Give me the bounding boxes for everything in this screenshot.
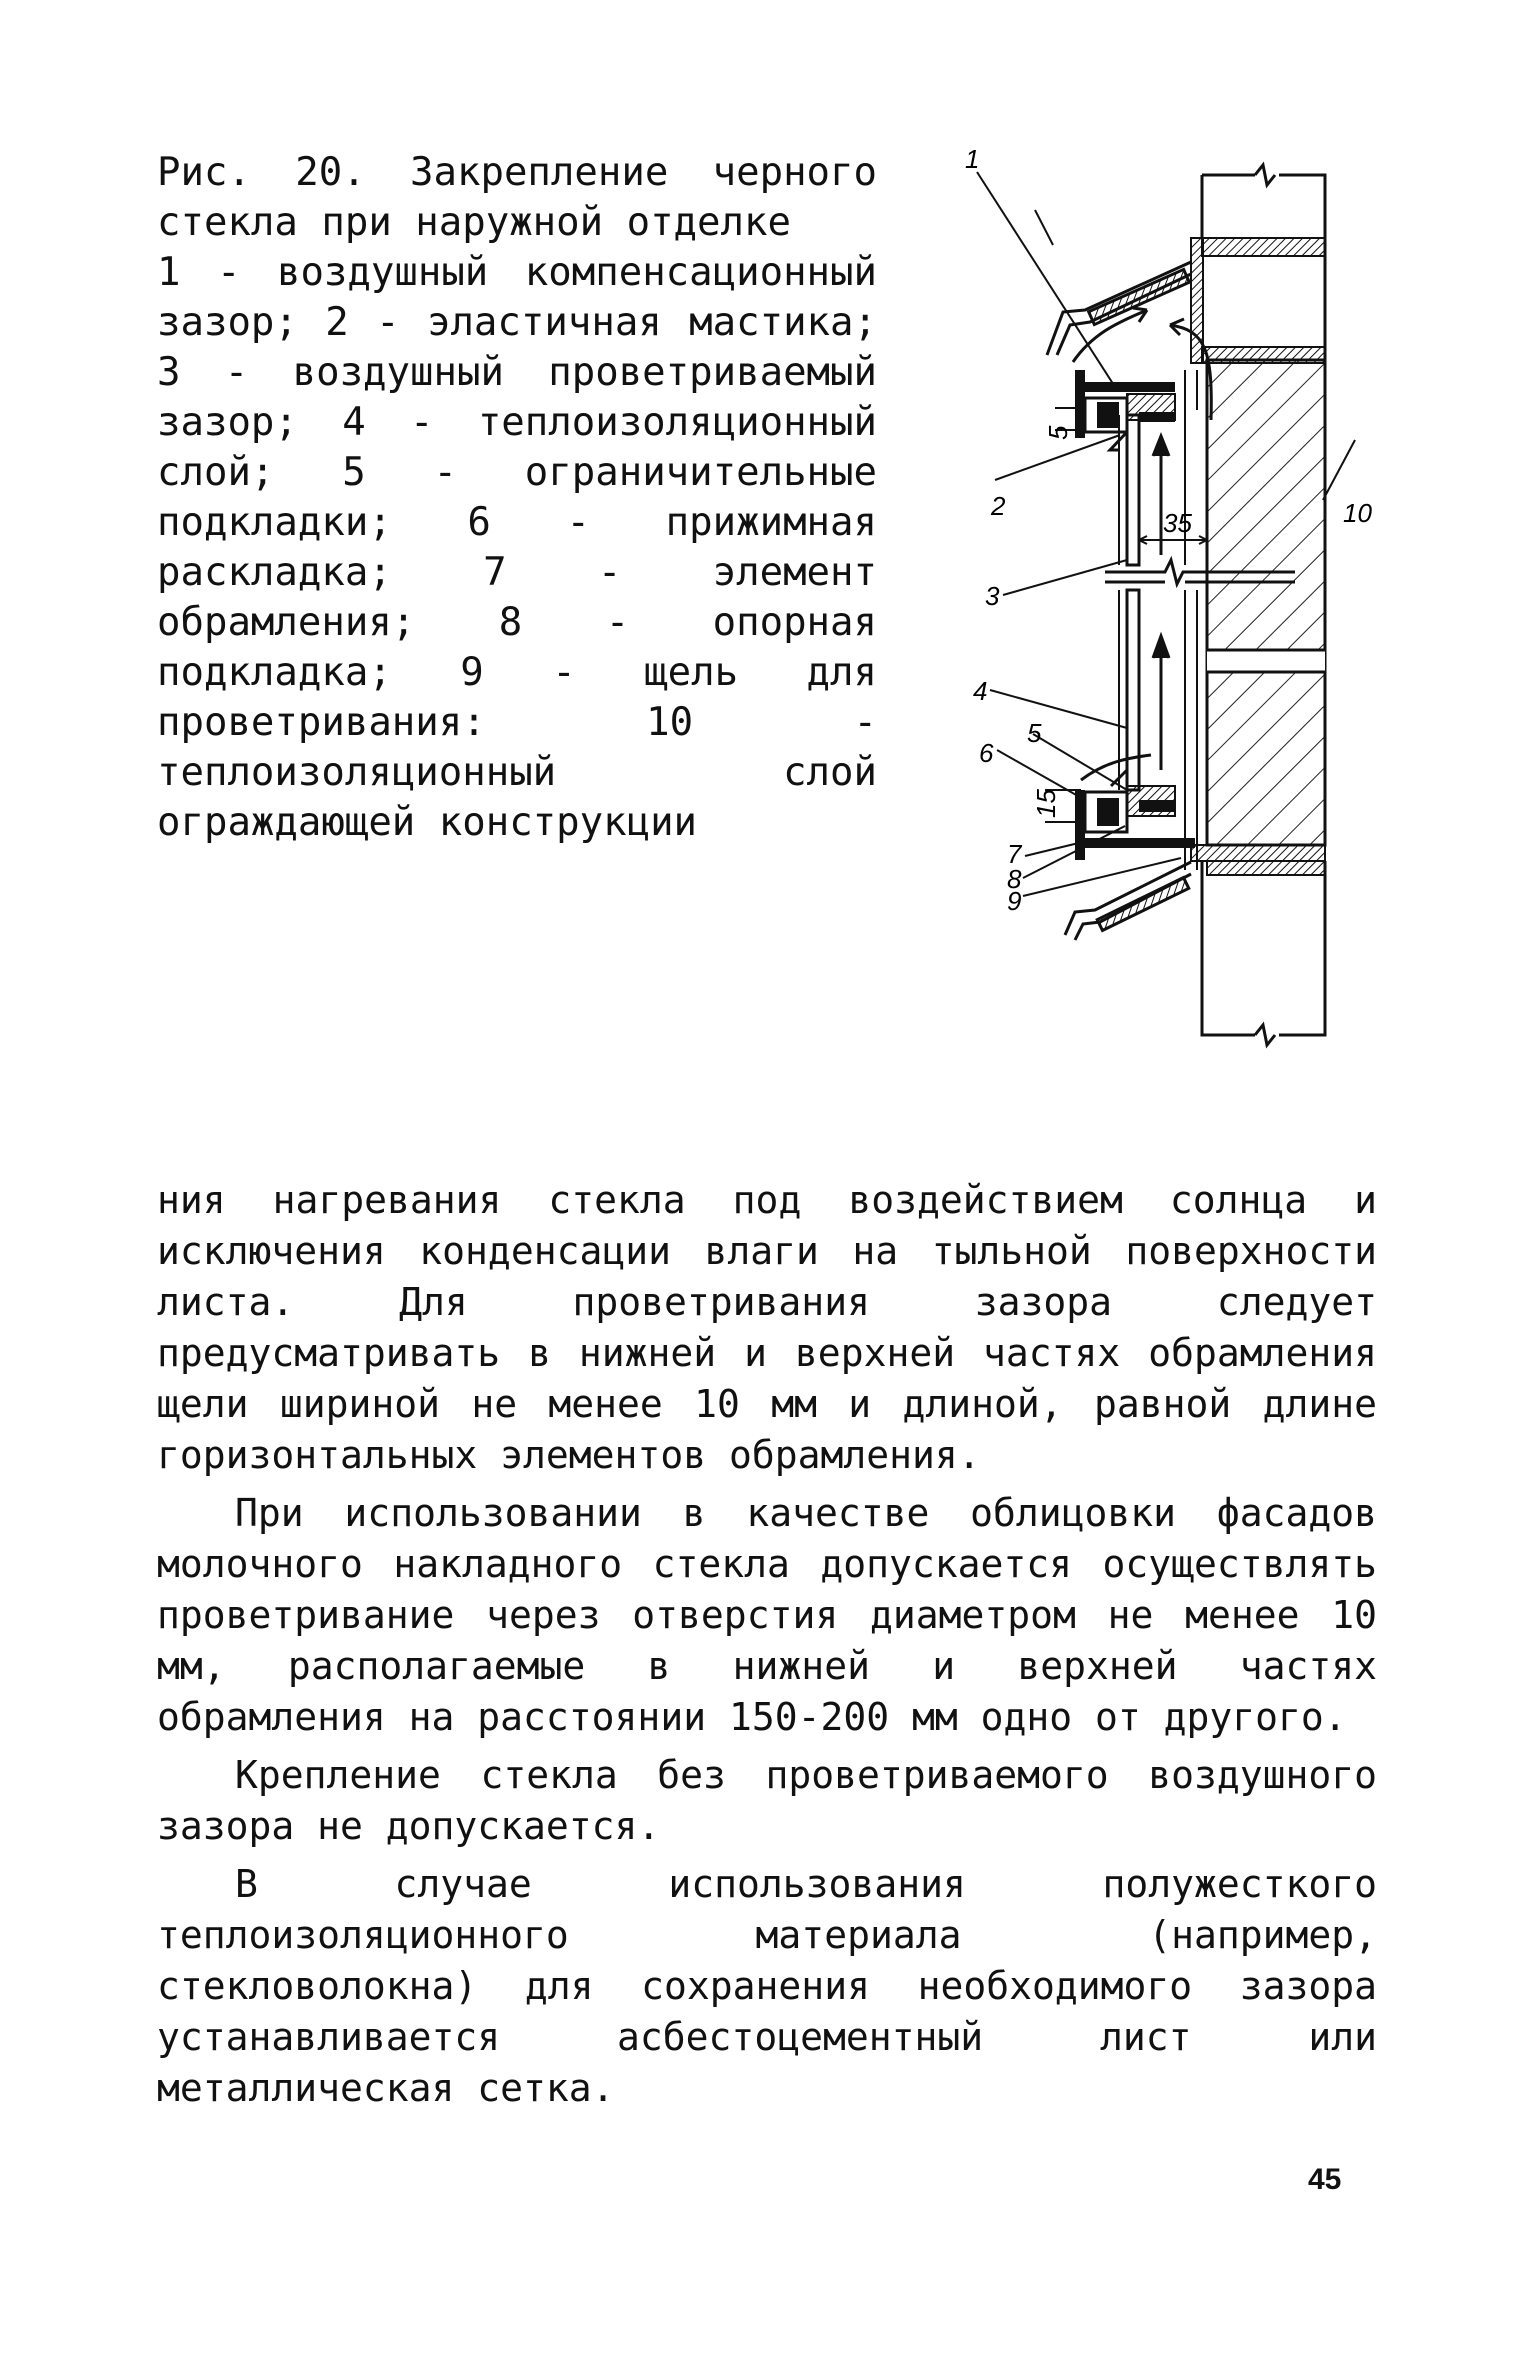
caption-title: Рис. 20. Закрепление черного стекла при наружной отделке <box>157 150 877 245</box>
callout-9: 9 <box>1007 886 1022 916</box>
figure-caption <box>157 148 877 848</box>
callout-5: 5 <box>1027 718 1042 748</box>
callout-8: 8 <box>1007 864 1022 894</box>
callout-6: 6 <box>979 738 994 768</box>
paragraph-3: Крепление стекла без проветриваемого воздушного зазора не допускается. <box>157 1753 1377 1848</box>
callout-2: 2 <box>991 491 1006 521</box>
callout-10: 10 <box>1343 498 1372 528</box>
callout-7: 7 <box>1007 839 1022 869</box>
dimension-15-label: 15 <box>1031 789 1061 818</box>
callout-4: 4 <box>973 676 988 706</box>
figure-diagram <box>915 150 1475 1140</box>
callout-1: 1 <box>965 150 980 174</box>
bottom-flashing <box>1065 862 1191 940</box>
body-text <box>157 1175 1377 2114</box>
floor-slab-bottom <box>1191 845 1325 1045</box>
paragraph-4: В случае использования полужесткого теплоизоляционного материала (например, стекловолокна) для сохранения необходимого зазора устанавливается асбестоцементный лист или металлическая сетка. <box>157 1862 1377 2110</box>
airflow-arrow-bottom <box>1081 636 1169 780</box>
dimension-35-label: 35 <box>1163 508 1192 538</box>
callout-3: 3 <box>985 581 1000 611</box>
dimension-5-label: 5 <box>1043 425 1073 440</box>
caption-legend: 1 - воздушный компенсационный зазор; 2 - эластичная мастика; 3 - воздушный проветриваемый зазор; 4 - теплоизоляционный слой; 5 - ограничительные подкладки; 6 - прижимная раскладка; 7 - элемент обрамления; 8 - опорная подкладка; 9 - щель для проветривания: 10 - теплоизоляционный слой ограждающей конструкции <box>157 250 877 845</box>
top-flashing <box>1047 262 1191 355</box>
page-number: 45 <box>1308 2163 1342 2196</box>
paragraph-1: ния нагревания стекла под воздействием солнца и исключения конденсации влаги на тыльной поверхности листа. Для проветривания зазора следует предусматривать в нижней и верхней частях обрамления щели шириной не менее 10 мм и длиной, равной длине горизонтальных элементов обрамления. <box>157 1178 1377 1477</box>
paragraph-2: При использовании в качестве облицовки фасадов молочного накладного стекла допускается осуществлять проветривание через отверстия диаметром не менее 10 мм, располагаемые в нижней и верхней частях обрамления на расстоянии 150-200 мм одно от другого. <box>157 1491 1377 1739</box>
floor-slab-top <box>1191 238 1325 363</box>
wall-top-block <box>1202 165 1325 360</box>
wall-insulation-layer <box>1207 360 1325 845</box>
glass-panel-lower <box>1119 590 1197 870</box>
